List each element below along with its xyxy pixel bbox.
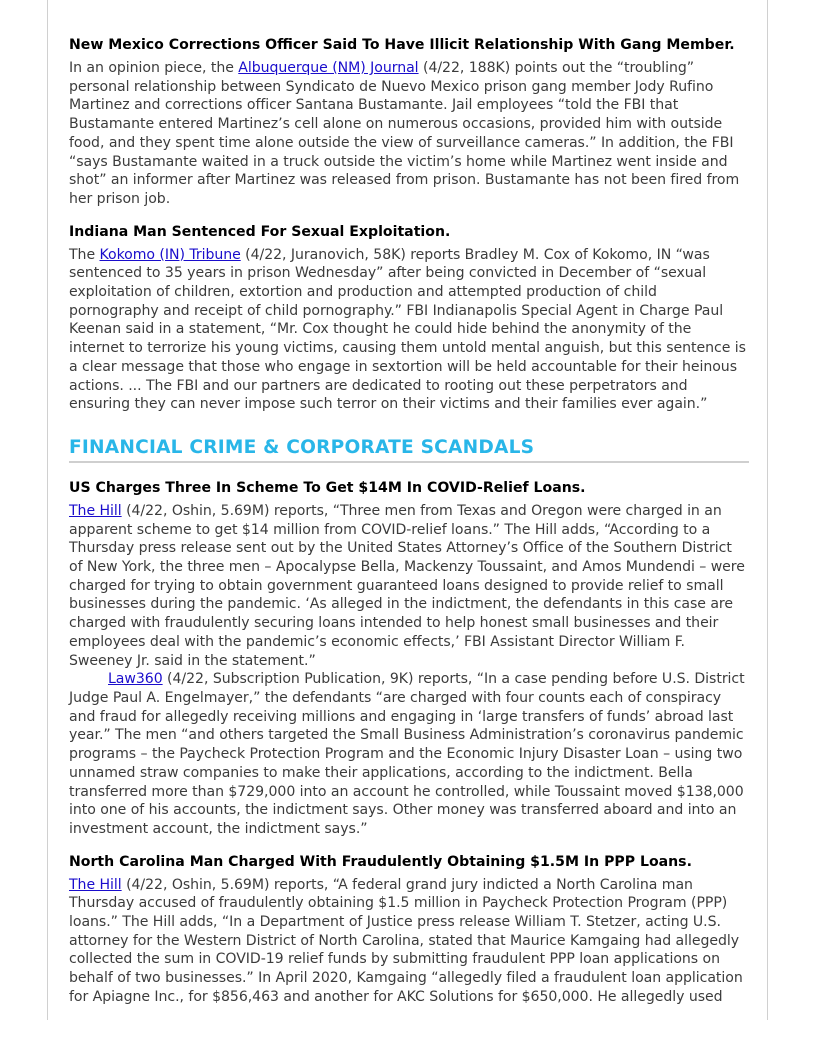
newsletter-content bbox=[69, 36, 749, 1007]
source-link[interactable]: The Hill bbox=[69, 876, 122, 893]
article-body: In an opinion piece, the Albuquerque (NM) Journal (4/22, 188K) points out the “troubling” personal relationship between Syndicato de Nuevo Mexico prison gang member Jody Rufino Martinez and corrections officer Santana Bustamante. Jail employees “told the FBI that Bustamante entered Martinez’s cell alone on numerous occasions, provided him with outside food, and they spent time alone outside the view of surveillance cameras.” In addition, the FBI “says Bustamante waited in a truck outside the victim’s home while Martinez went inside and shot” an informer after Martinez was released from prison. Bustamante has not been fired from her prison job. bbox=[69, 60, 740, 207]
article bbox=[69, 479, 749, 839]
article-headline: US Charges Three In Scheme To Get $14M In COVID-Relief Loans. bbox=[69, 479, 586, 496]
article bbox=[69, 853, 749, 1007]
source-link[interactable]: Law360 bbox=[108, 671, 163, 688]
article-headline: New Mexico Corrections Officer Said To Have Illicit Relationship With Gang Member. bbox=[69, 37, 735, 53]
article-body: Law360 (4/22, Subscription Publication, 9K) reports, “In a case pending before U.S. District Judge Paul A. Engelmayer,” the defendants “are charged with four counts each of conspiracy and fraud for allegedly receiving millions and engaging in ‘large transfers of funds’ abroad last year.” The men “and others targeted the Small Business Administration’s coronavirus pandemic programs – the Paycheck Protection Program and the Economic Injury Disaster Loan – using two unnamed straw companies to make their applications, according to the indictment. Bella transferred more than $729,000 into an account he controlled, while Toussaint moved $138,000 into one of his accounts, the indictment says. Other money was transferred aboard and into an investment account, the indictment says.” bbox=[69, 671, 745, 837]
article bbox=[69, 223, 749, 414]
article bbox=[69, 36, 749, 209]
newsletter-page bbox=[47, 0, 768, 1020]
article-headline: North Carolina Man Charged With Fraudulently Obtaining $1.5M In PPP Loans. bbox=[69, 853, 692, 870]
source-link[interactable]: The Hill bbox=[69, 502, 122, 519]
source-link[interactable]: Albuquerque (NM) Journal bbox=[238, 60, 419, 76]
section-title: FINANCIAL CRIME & CORPORATE SCANDALS bbox=[69, 436, 749, 463]
article-headline: Indiana Man Sentenced For Sexual Exploitation. bbox=[69, 223, 451, 240]
source-link[interactable]: Kokomo (IN) Tribune bbox=[99, 246, 241, 263]
article-body: The Hill (4/22, Oshin, 5.69M) reports, “A federal grand jury indicted a North Carolina man Thursday accused of fraudulently obtaining $1.5 million in Paycheck Protection Program (PPP) loans.” The Hill adds, “In a Department of Justice press release William T. Stetzer, acting U.S. attorney for the Western District of North Carolina, stated that Maurice Kamgaing had allegedly collected the sum in COVID-19 relief funds by submitting fraudulent PPP loan applications on behalf of two businesses.” In April 2020, Kamgaing “allegedly filed a fraudulent loan application for Apiagne Inc., for $856,463 and another for AKC Solutions for $650,000. He allegedly used bbox=[69, 876, 743, 1005]
article-body: The Hill (4/22, Oshin, 5.69M) reports, “Three men from Texas and Oregon were charged in an apparent scheme to get $14 million from COVID-relief loans.” The Hill adds, “According to a Thursday press release sent out by the United States Attorney’s Office of the Southern District of New York, the three men – Apocalypse Bella, Mackenzy Toussaint, and Amos Mundendi – were charged for trying to obtain government guaranteed loans designed to provide relief to small businesses during the pandemic. ‘As alleged in the indictment, the defendants in this case are charged with fraudulently securing loans intended to help honest small businesses and their employees deal with the pandemic’s economic effects,’ FBI Assistant Director William F. Sweeney Jr. said in the statement.” bbox=[69, 502, 745, 669]
article-body: The Kokomo (IN) Tribune (4/22, Juranovich, 58K) reports Bradley M. Cox of Kokomo, IN “was sentenced to 35 years in prison Wednesday” after being convicted in December of “sexual exploitation of children, extortion and production and attempted production of child pornography and receipt of child pornography.” FBI Indianapolis Special Agent in Charge Paul Keenan said in a statement, “Mr. Cox thought he could hide behind the anonymity of the internet to terrorize his young victims, causing them untold mental anguish, but this sentence is a clear message that those who engage in sextortion will be held accountable for their heinous actions. ... The FBI and our partners are dedicated to rooting out these perpetrators and ensuring they can never impose such terror on their victims and their families ever again.” bbox=[69, 246, 746, 413]
